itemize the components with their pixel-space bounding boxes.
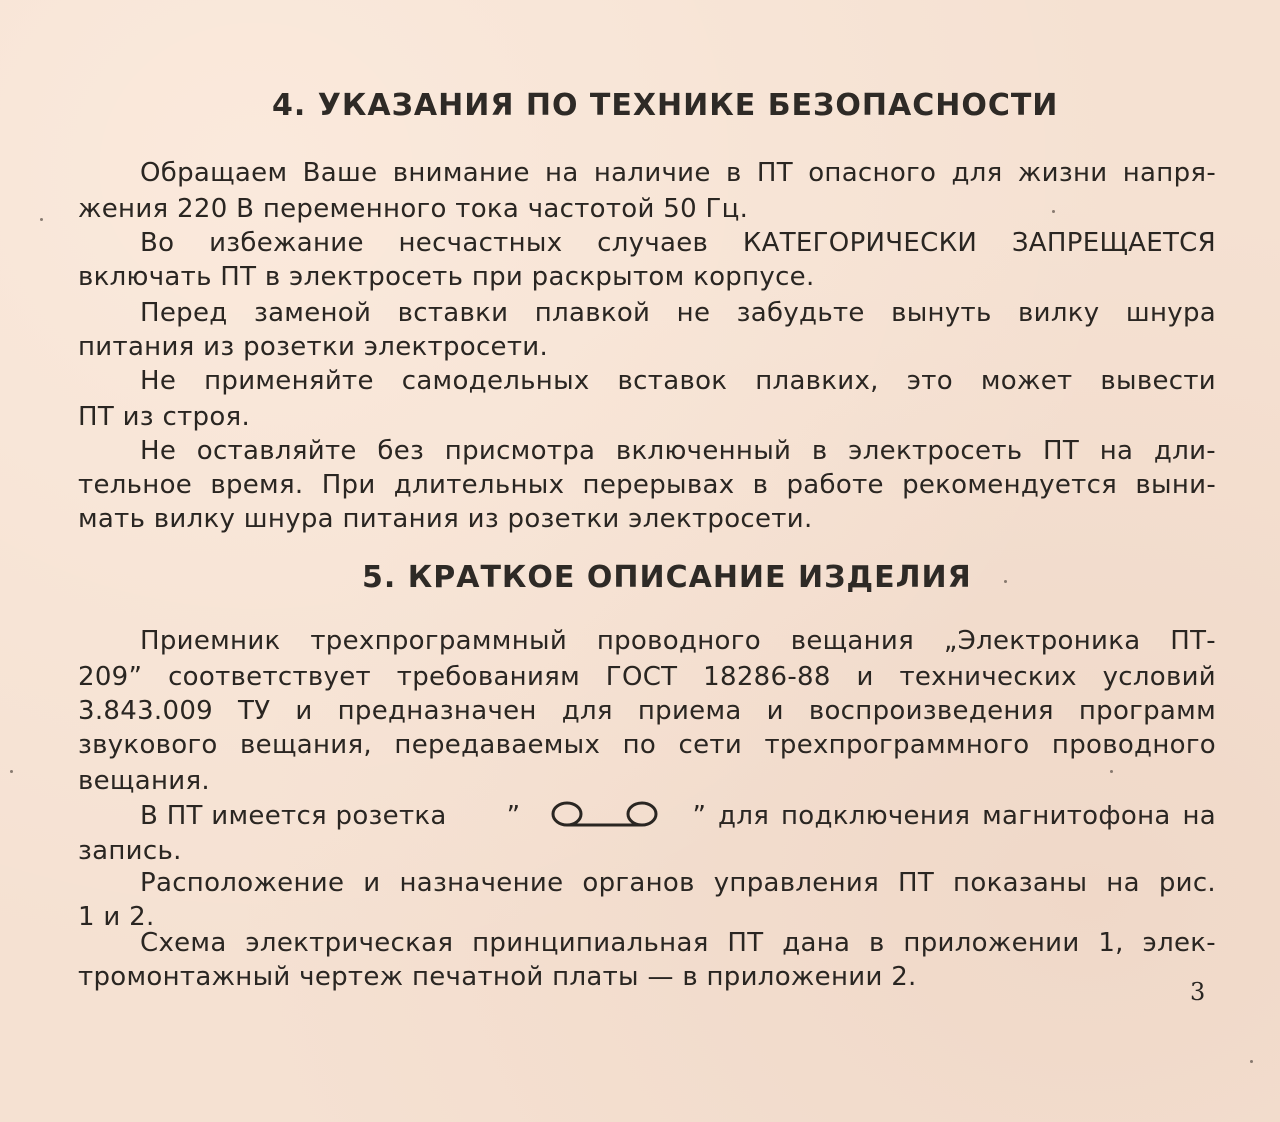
- paper-speck: [10, 770, 13, 773]
- socket-open-quote: ”: [506, 801, 521, 831]
- socket-line: [78, 798, 1216, 834]
- page-number: 3: [1190, 978, 1206, 1006]
- section-5-heading: 5. КРАТКОЕ ОПИСАНИЕ ИЗДЕЛИЯ: [362, 560, 972, 595]
- section-4-line: Обращаем Ваше внимание на наличие в ПТ опасного для жизни напря-: [140, 158, 1216, 188]
- section-5-line: вещания.: [78, 766, 210, 796]
- socket-line-text: В ПТ имеется розетка: [140, 801, 447, 831]
- section-5-line: тромонтажный чертеж печатной платы — в приложении 2.: [78, 962, 917, 992]
- section-5-line: Приемник трехпрограммный проводного вещания „Электроника ПТ-: [140, 626, 1216, 656]
- section-4-line: тельное время. При длительных перерывах в работе рекомендуется выни-: [78, 470, 1216, 500]
- section-4-line: ПТ из строя.: [78, 402, 251, 432]
- section-4-line: жения 220 В переменного тока частотой 50 Гц.: [78, 194, 749, 224]
- section-4-line: Во избежание несчастных случаев КАТЕГОРИЧЕСКИ ЗАПРЕЩАЕТСЯ: [140, 228, 1216, 258]
- section-4-line: питания из розетки электросети.: [78, 332, 549, 362]
- section-5-line: звукового вещания, передаваемых по сети трехпрограммного проводного: [78, 730, 1216, 760]
- section-5-line: Расположение и назначение органов управления ПТ показаны на рис.: [140, 868, 1216, 898]
- paper-speck: [1004, 580, 1007, 583]
- section-4-line: Не применяйте самодельных вставок плавких, это может вывести: [140, 366, 1216, 396]
- section-4-line: мать вилку шнура питания из розетки электросети.: [78, 504, 813, 534]
- paper-speck: [40, 218, 43, 221]
- section-4-line: Не оставляйте без присмотра включенный в электросеть ПТ на дли-: [140, 436, 1216, 466]
- section-4-line: Перед заменой вставки плавкой не забудьте вынуть вилку шнура: [140, 298, 1216, 328]
- section-5-line: Схема электрическая принципиальная ПТ дана в приложении 1, элек-: [140, 928, 1216, 958]
- section-4-heading: 4. УКАЗАНИЯ ПО ТЕХНИКЕ БЕЗОПАСНОСТИ: [272, 88, 1059, 123]
- socket-symbol-icon: [550, 798, 660, 834]
- socket-line-text-after: ” для подключения магнитофона на: [692, 801, 1216, 831]
- section-5-line: запись.: [78, 836, 182, 866]
- section-5-line: 1 и 2.: [78, 902, 155, 932]
- section-4-line: включать ПТ в электросеть при раскрытом корпусе.: [78, 262, 815, 292]
- section-5-line: 3.843.009 ТУ и предназначен для приема и воспроизведения программ: [78, 696, 1216, 726]
- paper-speck: [1250, 1060, 1253, 1063]
- section-5-line: 209” соответствует требованиям ГОСТ 18286-88 и технических условий: [78, 662, 1216, 692]
